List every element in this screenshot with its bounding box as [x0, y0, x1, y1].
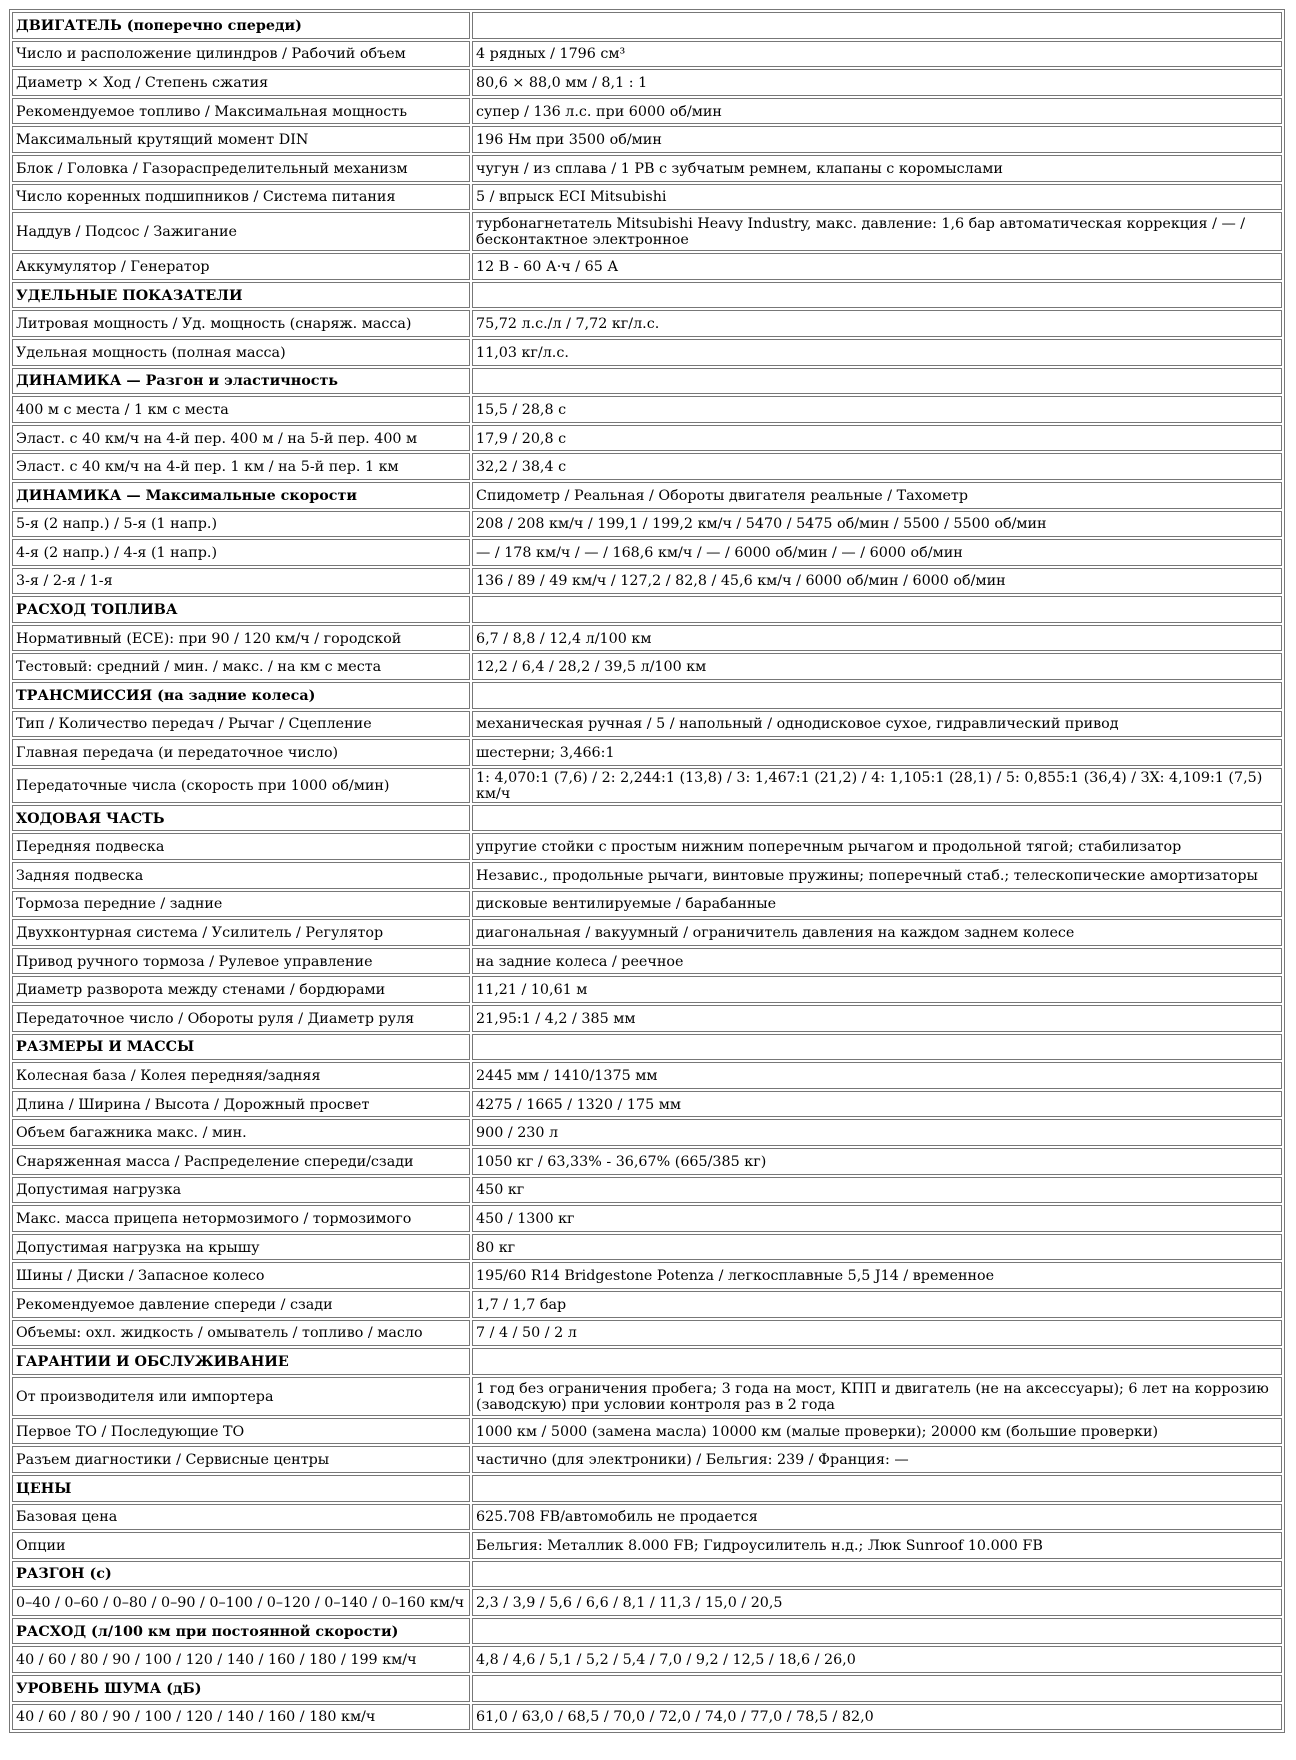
- table-row: [12, 1704, 1282, 1731]
- table-row: [12, 126, 1282, 153]
- row-value: 15,5 / 28,8 с: [472, 396, 1282, 423]
- row-label: Число и расположение цилиндров / Рабочий объем: [12, 41, 470, 68]
- section-header-row: [12, 1675, 1282, 1702]
- row-label: Опции: [12, 1532, 470, 1559]
- row-label: Главная передача (и передаточное число): [12, 739, 470, 766]
- row-label: Длина / Ширина / Высота / Дорожный просвет: [12, 1091, 470, 1118]
- section-header-row: [12, 1034, 1282, 1061]
- row-value: 12 В - 60 А·ч / 65 А: [472, 253, 1282, 280]
- table-row: [12, 184, 1282, 211]
- row-label: Эласт. с 40 км/ч на 4-й пер. 1 км / на 5-й пер. 1 км: [12, 453, 470, 480]
- row-value: чугун / из сплава / 1 РВ с зубчатым ремнем, клапаны с коромыслами: [472, 155, 1282, 182]
- section-value: [472, 682, 1282, 709]
- section-value: [472, 596, 1282, 623]
- row-value: 1000 км / 5000 (замена масла) 10000 км (малые проверки); 20000 км (большие проверки): [472, 1418, 1282, 1445]
- section-title: УРОВЕНЬ ШУМА (дБ): [12, 1675, 470, 1702]
- table-row: [12, 1589, 1282, 1616]
- section-value: [472, 1561, 1282, 1588]
- table-row: [12, 1418, 1282, 1445]
- table-row: [12, 891, 1282, 918]
- table-row: [12, 511, 1282, 538]
- section-value: [472, 282, 1282, 309]
- section-header-row: [12, 282, 1282, 309]
- row-value: 61,0 / 63,0 / 68,5 / 70,0 / 72,0 / 74,0 / 77,0 / 78,5 / 82,0: [472, 1704, 1282, 1731]
- row-value: Бельгия: Металлик 8.000 FB; Гидроусилитель н.д.; Люк Sunroof 10.000 FB: [472, 1532, 1282, 1559]
- row-value: 32,2 / 38,4 с: [472, 453, 1282, 480]
- table-row: [12, 976, 1282, 1003]
- row-label: Тормоза передние / задние: [12, 891, 470, 918]
- row-value: 196 Нм при 3500 об/мин: [472, 126, 1282, 153]
- row-label: Литровая мощность / Уд. мощность (снаряж. масса): [12, 310, 470, 337]
- row-value: 1: 4,070:1 (7,6) / 2: 2,244:1 (13,8) / 3: 1,467:1 (21,2) / 4: 1,105:1 (28,1) / 5: 0,855:1 (36,4) / ЗХ: 4,109:1 (7,5) км/ч: [472, 768, 1282, 803]
- row-value: 450 кг: [472, 1177, 1282, 1204]
- row-label: Двухконтурная система / Усилитель / Регулятор: [12, 919, 470, 946]
- row-label: Наддув / Подсос / Зажигание: [12, 212, 470, 251]
- section-value: [472, 1675, 1282, 1702]
- row-label: Аккумулятор / Генератор: [12, 253, 470, 280]
- table-row: [12, 568, 1282, 595]
- section-title: РАСХОД (л/100 км при постоянной скорости): [12, 1618, 470, 1645]
- section-title: ДВИГАТЕЛЬ (поперечно спереди): [12, 12, 470, 39]
- row-value: на задние колеса / реечное: [472, 948, 1282, 975]
- section-title: УДЕЛЬНЫЕ ПОКАЗАТЕЛИ: [12, 282, 470, 309]
- table-row: [12, 1320, 1282, 1347]
- row-label: Первое ТО / Последующие ТО: [12, 1418, 470, 1445]
- row-label: 40 / 60 / 80 / 90 / 100 / 120 / 140 / 160 / 180 / 199 км/ч: [12, 1646, 470, 1673]
- row-label: 5-я (2 напр.) / 5-я (1 напр.): [12, 511, 470, 538]
- row-value: дисковые вентилируемые / барабанные: [472, 891, 1282, 918]
- row-label: Шины / Диски / Запасное колесо: [12, 1262, 470, 1289]
- table-row: [12, 1205, 1282, 1232]
- row-value: 900 / 230 л: [472, 1119, 1282, 1146]
- row-label: Передняя подвеска: [12, 833, 470, 860]
- table-row: [12, 1148, 1282, 1175]
- row-value: 21,95:1 / 4,2 / 385 мм: [472, 1005, 1282, 1032]
- row-value: 12,2 / 6,4 / 28,2 / 39,5 л/100 км: [472, 653, 1282, 680]
- section-header-row: [12, 805, 1282, 832]
- section-header-row: [12, 1618, 1282, 1645]
- section-header-row: [12, 1348, 1282, 1375]
- row-label: Диаметр × Ход / Степень сжатия: [12, 69, 470, 96]
- row-value: 6,7 / 8,8 / 12,4 л/100 км: [472, 625, 1282, 652]
- spec-table: [9, 9, 1285, 1733]
- table-row: [12, 833, 1282, 860]
- table-row: [12, 625, 1282, 652]
- row-value: 1 год без ограничения пробега; 3 года на мост, КПП и двигатель (не на аксессуары); 6 лет на коррозию (заводскую) при условии контроля раз в 2 года: [472, 1377, 1282, 1416]
- section-header-row: [12, 596, 1282, 623]
- table-row: [12, 768, 1282, 803]
- row-label: Допустимая нагрузка: [12, 1177, 470, 1204]
- section-title: ДИНАМИКА — Максимальные скорости: [12, 482, 470, 509]
- table-row: [12, 1446, 1282, 1473]
- row-value: 11,21 / 10,61 м: [472, 976, 1282, 1003]
- table-row: [12, 1177, 1282, 1204]
- row-value: — / 178 км/ч / — / 168,6 км/ч / — / 6000 об/мин / — / 6000 об/мин: [472, 539, 1282, 566]
- row-value: 450 / 1300 кг: [472, 1205, 1282, 1232]
- row-label: 400 м с места / 1 км с места: [12, 396, 470, 423]
- row-label: Снаряженная масса / Распределение спереди/сзади: [12, 1148, 470, 1175]
- row-label: Число коренных подшипников / Система питания: [12, 184, 470, 211]
- table-row: [12, 1005, 1282, 1032]
- table-row: [12, 739, 1282, 766]
- row-value: 4275 / 1665 / 1320 / 175 мм: [472, 1091, 1282, 1118]
- row-value: 2445 мм / 1410/1375 мм: [472, 1062, 1282, 1089]
- row-label: Базовая цена: [12, 1504, 470, 1531]
- row-value: механическая ручная / 5 / напольный / однодисковое сухое, гидравлический привод: [472, 711, 1282, 738]
- table-row: [12, 253, 1282, 280]
- section-value: Спидометр / Реальная / Обороты двигателя реальные / Тахометр: [472, 482, 1282, 509]
- table-row: [12, 919, 1282, 946]
- row-label: Колесная база / Колея передняя/задняя: [12, 1062, 470, 1089]
- table-row: [12, 212, 1282, 251]
- table-row: [12, 1234, 1282, 1261]
- table-row: [12, 1377, 1282, 1416]
- section-value: [472, 1348, 1282, 1375]
- table-row: [12, 41, 1282, 68]
- row-label: Объем багажника макс. / мин.: [12, 1119, 470, 1146]
- table-row: [12, 453, 1282, 480]
- table-row: [12, 1291, 1282, 1318]
- spec-table-body: [12, 12, 1282, 1730]
- row-label: Передаточное число / Обороты руля / Диаметр руля: [12, 1005, 470, 1032]
- section-value: [472, 12, 1282, 39]
- row-value: частично (для электроники) / Бельгия: 239 / Франция: —: [472, 1446, 1282, 1473]
- row-value: 195/60 R14 Bridgestone Potenza / легкосплавные 5,5 J14 / временное: [472, 1262, 1282, 1289]
- row-label: Рекомендуемое топливо / Максимальная мощность: [12, 98, 470, 125]
- row-label: Задняя подвеска: [12, 862, 470, 889]
- row-label: Удельная мощность (полная масса): [12, 339, 470, 366]
- row-label: Рекомендуемое давление спереди / сзади: [12, 1291, 470, 1318]
- row-label: Разъем диагностики / Сервисные центры: [12, 1446, 470, 1473]
- row-label: Максимальный крутящий момент DIN: [12, 126, 470, 153]
- table-row: [12, 339, 1282, 366]
- table-row: [12, 69, 1282, 96]
- row-label: Эласт. с 40 км/ч на 4-й пер. 400 м / на 5-й пер. 400 м: [12, 425, 470, 452]
- row-value: турбонагнетатель Mitsubishi Heavy Industry, макс. давление: 1,6 бар автоматическая коррекция / — / бесконтактное электронное: [472, 212, 1282, 251]
- row-value: 4,8 / 4,6 / 5,1 / 5,2 / 5,4 / 7,0 / 9,2 / 12,5 / 18,6 / 26,0: [472, 1646, 1282, 1673]
- section-value: [472, 368, 1282, 395]
- table-row: [12, 948, 1282, 975]
- table-row: [12, 1119, 1282, 1146]
- table-row: [12, 155, 1282, 182]
- table-row: [12, 1262, 1282, 1289]
- row-value: шестерни; 3,466:1: [472, 739, 1282, 766]
- row-label: Привод ручного тормоза / Рулевое управление: [12, 948, 470, 975]
- row-label: Нормативный (ECE): при 90 / 120 км/ч / городской: [12, 625, 470, 652]
- section-value: [472, 805, 1282, 832]
- row-value: упругие стойки с простым нижним поперечным рычагом и продольной тягой; стабилизатор: [472, 833, 1282, 860]
- table-row: [12, 396, 1282, 423]
- table-row: [12, 310, 1282, 337]
- section-value: [472, 1618, 1282, 1645]
- section-title: ЦЕНЫ: [12, 1475, 470, 1502]
- section-header-row: [12, 368, 1282, 395]
- table-row: [12, 1062, 1282, 1089]
- section-value: [472, 1034, 1282, 1061]
- table-row: [12, 1091, 1282, 1118]
- row-value: 80 кг: [472, 1234, 1282, 1261]
- table-row: [12, 425, 1282, 452]
- section-header-row: [12, 12, 1282, 39]
- row-value: 17,9 / 20,8 с: [472, 425, 1282, 452]
- section-title: ГАРАНТИИ И ОБСЛУЖИВАНИЕ: [12, 1348, 470, 1375]
- row-value: 5 / впрыск ECI Mitsubishi: [472, 184, 1282, 211]
- table-row: [12, 1646, 1282, 1673]
- row-label: Допустимая нагрузка на крышу: [12, 1234, 470, 1261]
- row-value: 80,6 × 88,0 мм / 8,1 : 1: [472, 69, 1282, 96]
- row-label: Диаметр разворота между стенами / бордюрами: [12, 976, 470, 1003]
- section-title: ДИНАМИКА — Разгон и эластичность: [12, 368, 470, 395]
- row-label: Объемы: охл. жидкость / омыватель / топливо / масло: [12, 1320, 470, 1347]
- row-label: 40 / 60 / 80 / 90 / 100 / 120 / 140 / 160 / 180 км/ч: [12, 1704, 470, 1731]
- row-value: 1,7 / 1,7 бар: [472, 1291, 1282, 1318]
- section-header-row: [12, 1561, 1282, 1588]
- row-value: 1050 кг / 63,33% - 36,67% (665/385 кг): [472, 1148, 1282, 1175]
- row-value: 625.708 FB/автомобиль не продается: [472, 1504, 1282, 1531]
- row-label: От производителя или импортера: [12, 1377, 470, 1416]
- row-label: Тип / Количество передач / Рычаг / Сцепление: [12, 711, 470, 738]
- row-label: Тестовый: средний / мин. / макс. / на км с места: [12, 653, 470, 680]
- table-row: [12, 862, 1282, 889]
- row-label: 3-я / 2-я / 1-я: [12, 568, 470, 595]
- table-row: [12, 711, 1282, 738]
- row-value: 11,03 кг/л.с.: [472, 339, 1282, 366]
- section-title: РАЗГОН (с): [12, 1561, 470, 1588]
- section-header-row: [12, 1475, 1282, 1502]
- row-value: диагональная / вакуумный / ограничитель давления на каждом заднем колесе: [472, 919, 1282, 946]
- row-label: 0–40 / 0–60 / 0–80 / 0–90 / 0–100 / 0–120 / 0–140 / 0–160 км/ч: [12, 1589, 470, 1616]
- row-label: 4-я (2 напр.) / 4-я (1 напр.): [12, 539, 470, 566]
- table-row: [12, 98, 1282, 125]
- row-label: Передаточные числа (скорость при 1000 об/мин): [12, 768, 470, 803]
- section-title: РАЗМЕРЫ И МАССЫ: [12, 1034, 470, 1061]
- table-row: [12, 1504, 1282, 1531]
- section-header-row: [12, 482, 1282, 509]
- section-title: РАСХОД ТОПЛИВА: [12, 596, 470, 623]
- section-value: [472, 1475, 1282, 1502]
- row-value: 75,72 л.с./л / 7,72 кг/л.с.: [472, 310, 1282, 337]
- row-value: 7 / 4 / 50 / 2 л: [472, 1320, 1282, 1347]
- section-title: ХОДОВАЯ ЧАСТЬ: [12, 805, 470, 832]
- table-row: [12, 539, 1282, 566]
- row-value: 4 рядных / 1796 см³: [472, 41, 1282, 68]
- row-value: 136 / 89 / 49 км/ч / 127,2 / 82,8 / 45,6 км/ч / 6000 об/мин / 6000 об/мин: [472, 568, 1282, 595]
- section-header-row: [12, 682, 1282, 709]
- row-value: 2,3 / 3,9 / 5,6 / 6,6 / 8,1 / 11,3 / 15,0 / 20,5: [472, 1589, 1282, 1616]
- row-value: супер / 136 л.с. при 6000 об/мин: [472, 98, 1282, 125]
- section-title: ТРАНСМИССИЯ (на задние колеса): [12, 682, 470, 709]
- row-value: Независ., продольные рычаги, винтовые пружины; поперечный стаб.; телескопические амортизаторы: [472, 862, 1282, 889]
- row-value: 208 / 208 км/ч / 199,1 / 199,2 км/ч / 5470 / 5475 об/мин / 5500 / 5500 об/мин: [472, 511, 1282, 538]
- table-row: [12, 1532, 1282, 1559]
- table-row: [12, 653, 1282, 680]
- row-label: Блок / Головка / Газораспределительный механизм: [12, 155, 470, 182]
- row-label: Макс. масса прицепа нетормозимого / тормозимого: [12, 1205, 470, 1232]
